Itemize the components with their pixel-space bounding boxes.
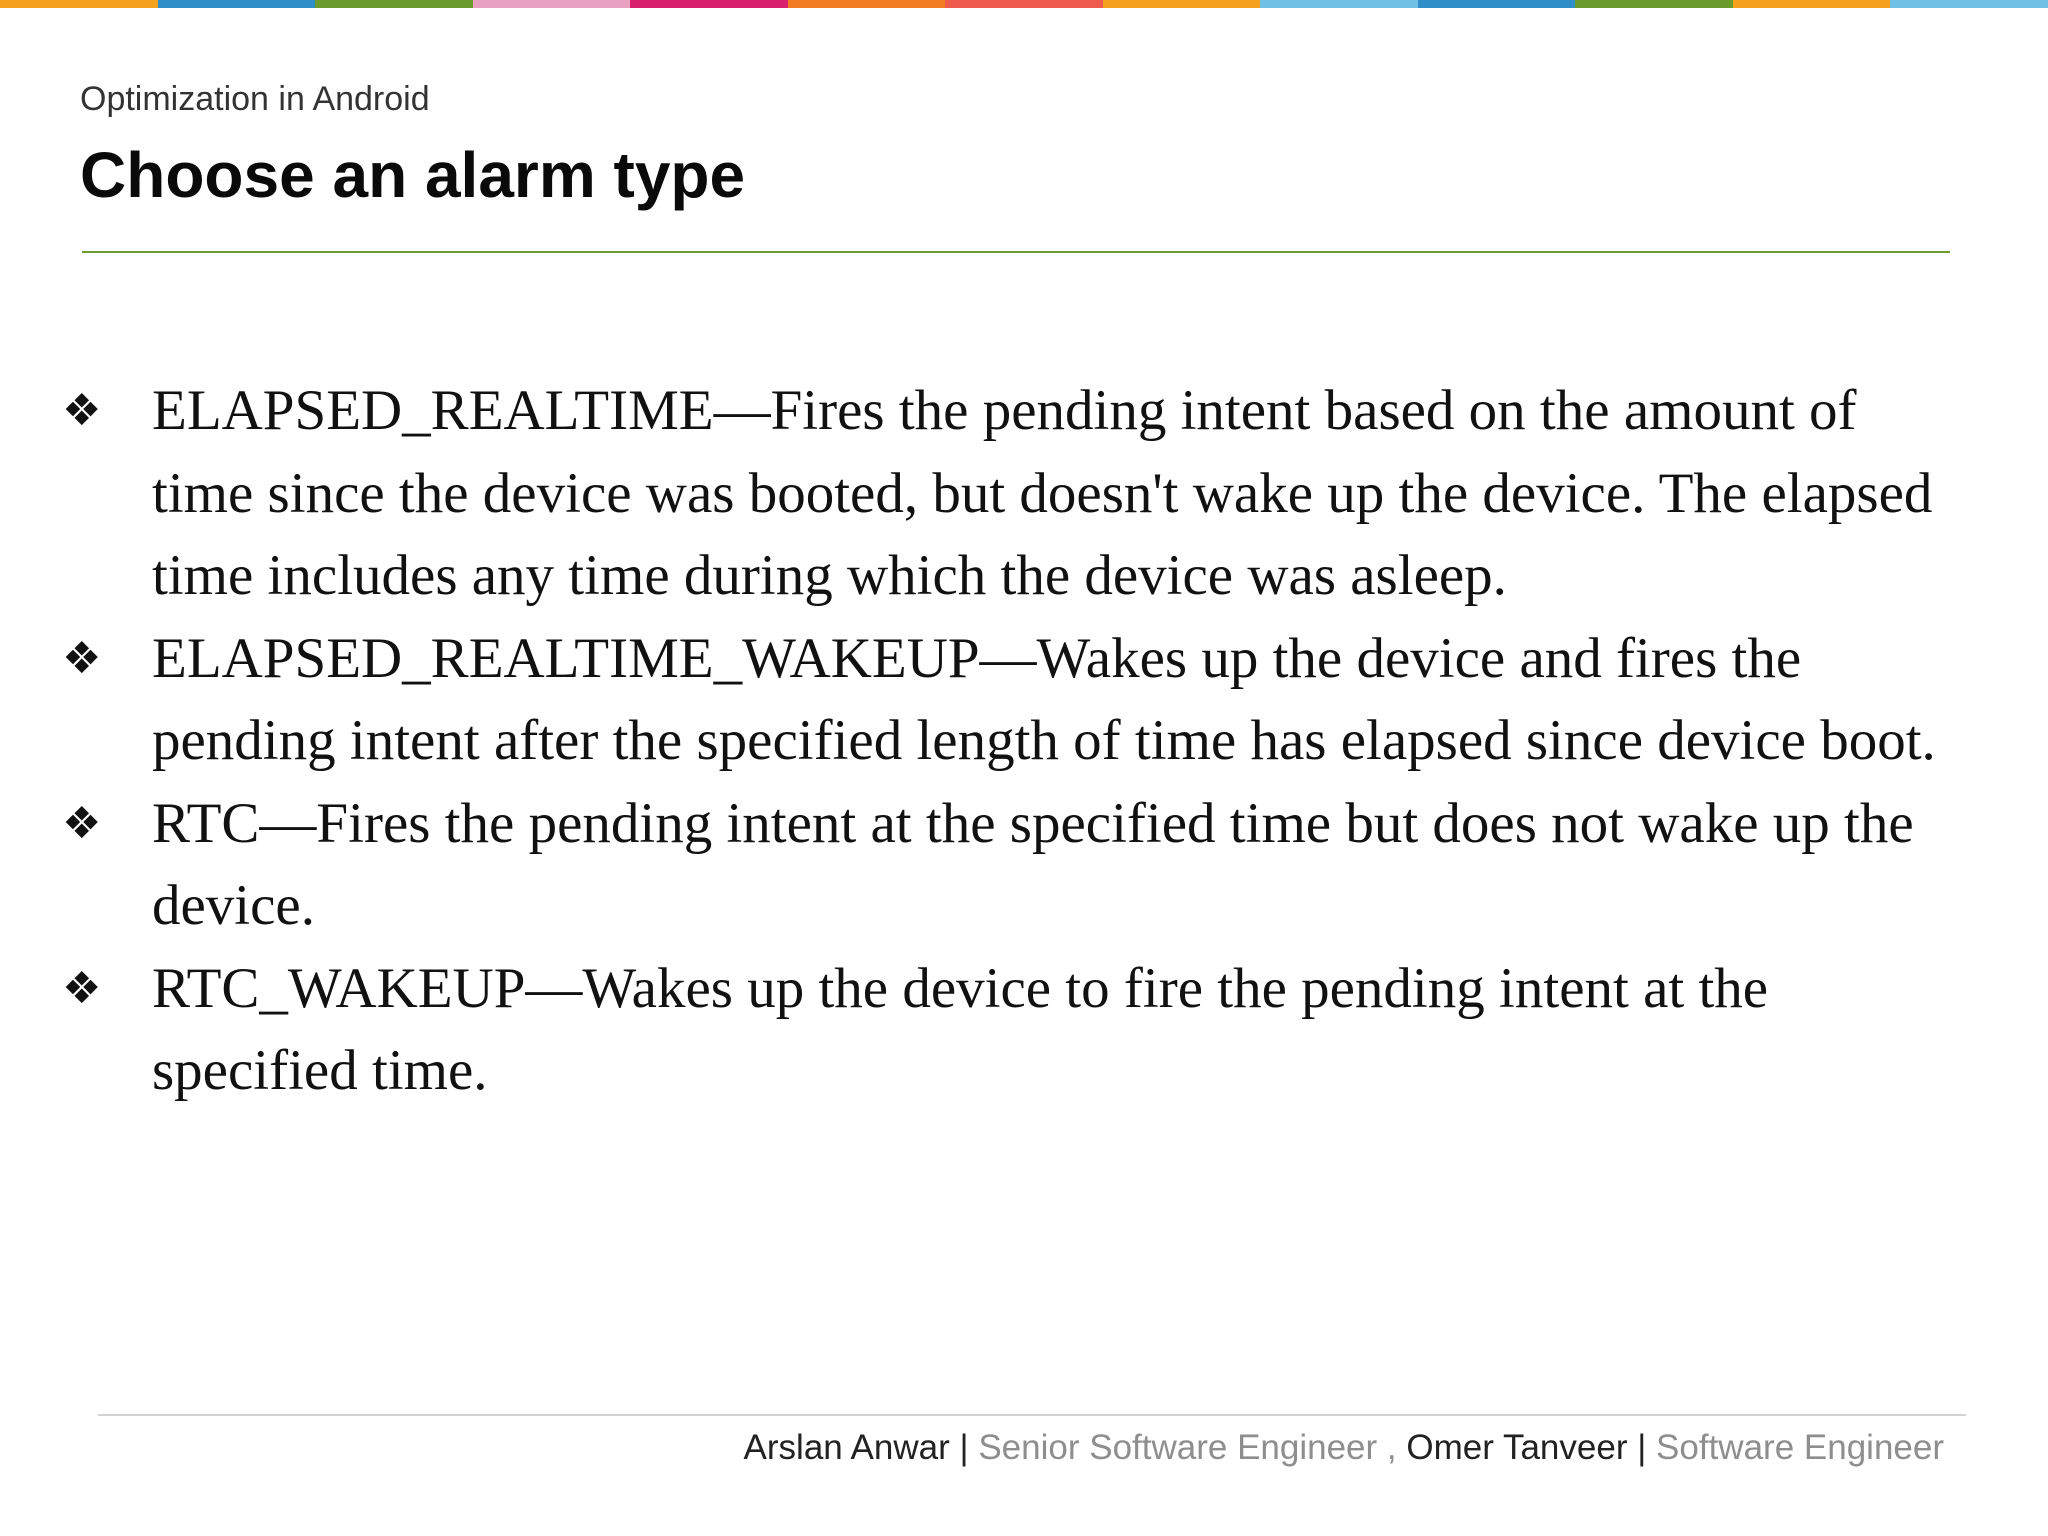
top-strip-segment xyxy=(315,0,473,8)
bullet-text: RTC—Fires the pending intent at the specified time but does not wake up the device. xyxy=(152,791,1914,937)
separator: | xyxy=(1637,1428,1647,1467)
bullet-item xyxy=(58,370,1958,618)
top-strip-segment xyxy=(1418,0,1576,8)
top-strip-segment xyxy=(1890,0,2048,8)
bullet-item xyxy=(58,783,1958,948)
top-strip-segment xyxy=(473,0,631,8)
title-divider xyxy=(82,251,1950,253)
author-name: Omer Tanveer xyxy=(1406,1428,1628,1467)
top-strip-segment xyxy=(1575,0,1733,8)
bullet-text: RTC_WAKEUP—Wakes up the device to fire the pending intent at the specified time. xyxy=(152,956,1769,1102)
four-diamonds-icon: ❖ xyxy=(62,632,102,684)
top-strip-segment xyxy=(1103,0,1261,8)
top-strip-segment xyxy=(1733,0,1891,8)
top-strip-segment xyxy=(788,0,946,8)
author-name: Arslan Anwar xyxy=(743,1428,950,1467)
separator: | xyxy=(959,1428,969,1467)
bullet-item xyxy=(58,948,1958,1113)
bullet-list xyxy=(58,370,1958,1113)
slide-subtitle: Optimization in Android xyxy=(80,80,430,118)
top-strip-segment xyxy=(158,0,316,8)
four-diamonds-icon: ❖ xyxy=(62,962,102,1014)
footer-divider xyxy=(98,1414,1966,1416)
top-strip-segment xyxy=(945,0,1103,8)
top-strip-segment xyxy=(0,0,158,8)
bullet-text: ELAPSED_REALTIME—Fires the pending intent based on the amount of time since the device was booted, but doesn't wake up the device. The elapsed time includes any time during which the device was asleep. xyxy=(152,379,1933,607)
slide-title: Choose an alarm type xyxy=(80,139,746,211)
separator: , xyxy=(1386,1428,1397,1467)
author-role: Senior Software Engineer xyxy=(978,1428,1378,1467)
top-strip-segment xyxy=(630,0,788,8)
bullet-text: ELAPSED_REALTIME_WAKEUP—Wakes up the device and fires the pending intent after the specified length of time has elapsed since device boot. xyxy=(152,626,1936,772)
four-diamonds-icon: ❖ xyxy=(62,797,102,849)
bullet-item xyxy=(58,618,1958,783)
four-diamonds-icon: ❖ xyxy=(62,385,102,436)
footer-credits xyxy=(744,1428,1944,1468)
top-strip-segment xyxy=(1260,0,1418,8)
author-role: Software Engineer xyxy=(1656,1428,1944,1467)
top-color-strip xyxy=(0,0,2048,8)
